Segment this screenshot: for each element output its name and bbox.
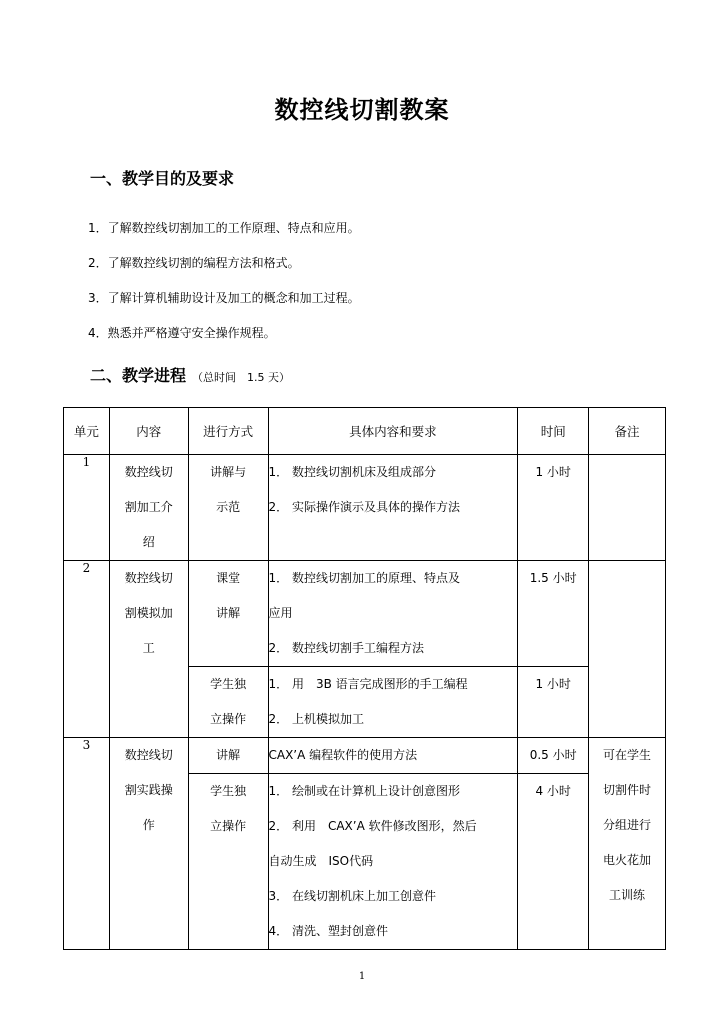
remark-cell	[589, 455, 666, 561]
teaching-method: 课堂 讲解	[188, 561, 268, 667]
table-row	[64, 738, 666, 774]
time-value: 1 小时	[518, 455, 589, 561]
teaching-method: 讲解与 示范	[188, 455, 268, 561]
page-number: 1	[358, 971, 366, 982]
detail-requirements: 1． 用 3B 语言完成图形的手工编程 2． 上机模拟加工	[268, 667, 518, 738]
objective-item: 4．熟悉并严格遵守安全操作规程。	[88, 326, 276, 340]
unit-content: 数控线切 割实践操 作	[109, 738, 188, 950]
teaching-method: 学生独 立操作	[188, 667, 268, 738]
time-value: 1 小时	[518, 667, 589, 738]
header-remark: 备注	[589, 408, 666, 455]
detail-requirements: CAX’A 编程软件的使用方法	[268, 738, 518, 774]
objective-item: 2．了解数控线切割的编程方法和格式。	[88, 256, 300, 270]
unit-number: 3	[64, 738, 110, 950]
total-time-note: （总时间 1.5 天）	[192, 371, 291, 384]
detail-requirements: 1． 绘制或在计算机上设计创意图形 2． 利用 CAX’A 软件修改图形，然后 自动生成 ISO代码 3． 在线切割机床上加工创意件 4． 清洗、塑封创意件	[268, 774, 518, 950]
teaching-method: 讲解	[188, 738, 268, 774]
header-time: 时间	[518, 408, 589, 455]
unit-number: 2	[64, 561, 110, 738]
unit-number: 1	[64, 455, 110, 561]
time-value: 1.5 小时	[518, 561, 589, 667]
detail-requirements: 1． 数控线切割加工的原理、特点及 应用 2． 数控线切割手工编程方法	[268, 561, 518, 667]
unit-content: 数控线切 割加工介 绍	[109, 455, 188, 561]
table-row	[64, 455, 666, 561]
table-row	[64, 561, 666, 667]
time-value: 4 小时	[518, 774, 589, 950]
header-method: 进行方式	[188, 408, 268, 455]
section-heading-objectives: 一、教学目的及要求	[90, 169, 235, 188]
remark-cell: 可在学生 切割件时 分组进行 电火花加 工训练	[589, 738, 666, 950]
objective-item: 3．了解计算机辅助设计及加工的概念和加工过程。	[88, 291, 360, 305]
objective-item: 1．了解数控线切割加工的工作原理、特点和应用。	[88, 221, 360, 235]
document-title: 数控线切割教案	[274, 96, 450, 124]
unit-content: 数控线切 割模拟加 工	[109, 561, 188, 738]
time-value: 0.5 小时	[518, 738, 589, 774]
header-unit: 单元	[64, 408, 110, 455]
teaching-plan-table	[63, 407, 666, 950]
table-header-row	[64, 408, 666, 455]
teaching-method: 学生独 立操作	[188, 774, 268, 950]
remark-cell	[589, 561, 666, 738]
detail-requirements: 1． 数控线切割机床及组成部分 2． 实际操作演示及具体的操作方法	[268, 455, 518, 561]
header-content: 内容	[109, 408, 188, 455]
section-heading-text: 二、教学进程	[90, 366, 187, 385]
header-details: 具体内容和要求	[268, 408, 518, 455]
section-heading-progress	[90, 363, 290, 386]
